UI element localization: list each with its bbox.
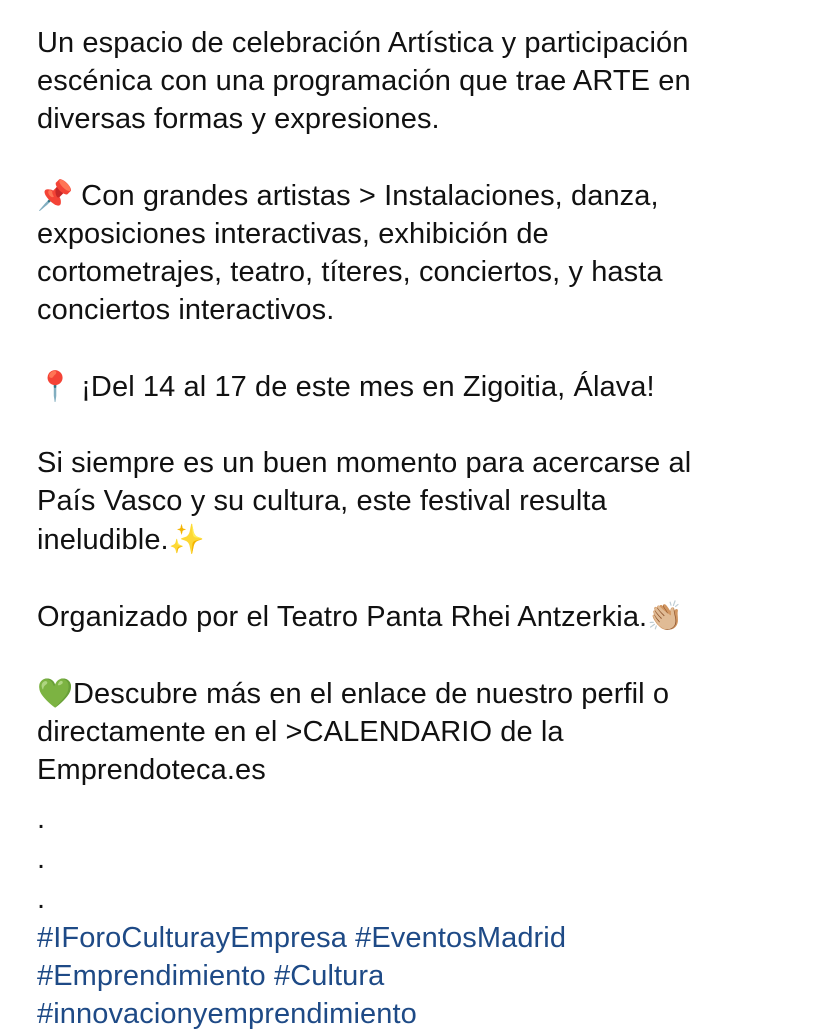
- basque-line-3: [37, 520, 817, 559]
- organizer-text: Organizado por el Teatro Panta Rhei Antzerkia.: [37, 601, 648, 633]
- location-pin-icon: 📍: [37, 369, 74, 403]
- hashtag-cultura[interactable]: #Cultura: [273, 960, 385, 992]
- paragraph-basque: [37, 444, 817, 559]
- dot-1: .: [37, 803, 46, 835]
- dates-text: ¡Del 14 al 17 de este mes en Zigoitia, Álava!: [81, 371, 655, 403]
- paragraph-dates: [37, 367, 817, 406]
- discover-line-1-text: Descubre más en el enlace de nuestro perfil o: [73, 678, 670, 710]
- artists-line-3: cortometrajes, teatro, títeres, conciertos, y hasta: [37, 256, 663, 288]
- pushpin-icon: 📌: [37, 178, 74, 212]
- hashtag-iforo[interactable]: #IForoCulturayEmpresa: [37, 922, 347, 954]
- discover-line-3: Emprendoteca.es: [37, 754, 266, 786]
- artists-line-1-text: Con grandes artistas > Instalaciones, danza,: [81, 180, 659, 212]
- dot-3: .: [37, 883, 46, 915]
- organizer-line: [37, 597, 817, 636]
- basque-line-2: País Vasco y su cultura, este festival resulta: [37, 485, 607, 517]
- separator-dots: [37, 799, 817, 919]
- hashtag-emprendimiento[interactable]: #Emprendimiento: [37, 960, 266, 992]
- artists-line-1: [37, 176, 817, 215]
- hashtag-list: [37, 919, 817, 1033]
- paragraph-artists: [37, 176, 817, 329]
- green-heart-icon: 💚: [37, 676, 74, 710]
- intro-line-3: diversas formas y expresiones.: [37, 103, 440, 135]
- hashtag-line-1: [37, 919, 817, 957]
- sparkles-icon: ✨: [168, 522, 205, 556]
- dot-2: .: [37, 843, 46, 875]
- artists-line-2: exposiciones interactivas, exhibición de: [37, 218, 549, 250]
- intro-line-2: escénica con una programación que trae ARTE en: [37, 65, 691, 97]
- intro-line-1: Un espacio de celebración Artística y participación: [37, 27, 689, 59]
- paragraph-organizer: [37, 597, 817, 636]
- hashtag-line-3: [37, 995, 817, 1033]
- dates-line: [37, 367, 817, 406]
- post-caption: [37, 24, 817, 1033]
- hashtag-line-2: [37, 957, 817, 995]
- discover-line-2: directamente en el >CALENDARIO de la: [37, 716, 564, 748]
- paragraph-discover: [37, 674, 817, 789]
- basque-line-1: Si siempre es un buen momento para acercarse al: [37, 447, 692, 479]
- discover-line-1: [37, 674, 817, 713]
- hashtag-eventos-madrid[interactable]: #EventosMadrid: [355, 922, 567, 954]
- basque-line-3-text: ineludible.: [37, 524, 169, 556]
- paragraph-intro: [37, 24, 817, 138]
- artists-line-4: conciertos interactivos.: [37, 294, 335, 326]
- clapping-hands-icon: 👏🏼: [647, 599, 684, 633]
- hashtag-innovacion[interactable]: #innovacionyemprendimiento: [37, 998, 417, 1030]
